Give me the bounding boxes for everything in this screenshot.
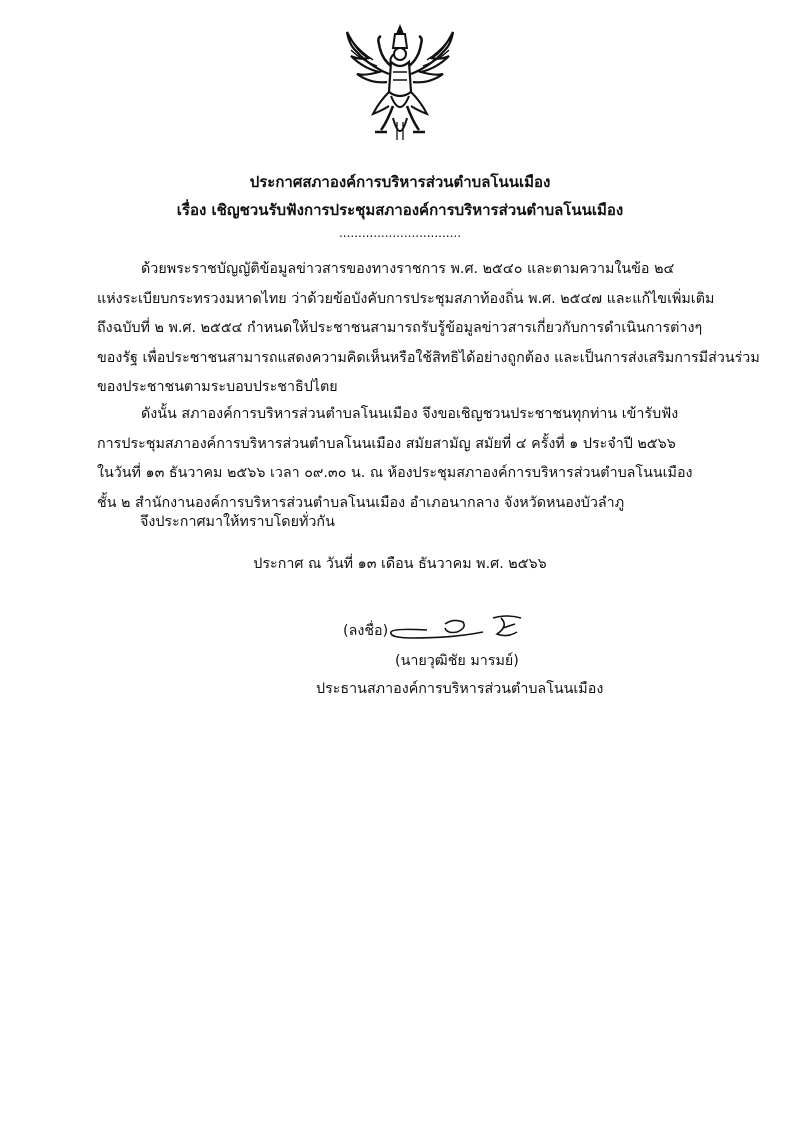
paragraph-legal-basis [97, 255, 760, 403]
announcement-date: ประกาศ ณ วันที่ ๑๓ เดือน ธันวาคม พ.ศ. ๒๕๖๖ [253, 556, 547, 572]
paragraph-line: ด้วยพระราชบัญญัติข้อมูลข่าวสารของทางราชการ พ.ศ. ๒๕๔๐ และตามความในข้อ ๒๔ [141, 261, 675, 277]
paragraph-line: การประชุมสภาองค์การบริหารส่วนตำบลโนนเมือง สมัยสามัญ สมัยที่ ๔ ครั้งที่ ๑ ประจำปี ๒๕๖๖ [97, 435, 676, 452]
paragraph-line: ดังนั้น สภาองค์การบริหารส่วนตำบลโนนเมือง จึงขอเชิญชวนประชาชนทุกท่าน เข้ารับฟัง [141, 406, 679, 422]
paragraph-line: ของรัฐ เพื่อประชาชนสามารถแสดงความคิดเห็นหรือใช้สิทธิได้อย่างถูกต้อง และเป็นการส่งเสริมการมีส่วนร่วม [97, 349, 760, 366]
handwritten-signature [383, 610, 533, 648]
signatory-name: (นายวุฒิชัย มารมย์) [395, 653, 519, 669]
paragraph-line: ชั้น ๒ สำนักงานองค์การบริหารส่วนตำบลโนนเมือง อำเภอนากลาง จังหวัดหนองบัวลำภู [97, 494, 625, 511]
paragraph-closing: จึงประกาศมาให้ทราบโดยทั่วกัน [140, 514, 335, 530]
signature-label: (ลงชื่อ) [343, 623, 389, 639]
paragraph-line: ถึงฉบับที่ ๒ พ.ศ. ๒๕๕๔ กำหนดให้ประชาชนสามารถรับรู้ข้อมูลข่าวสารเกี่ยวกับการดำเนินการต่างๆ [97, 320, 703, 336]
signatory-position: ประธานสภาองค์การบริหารส่วนตำบลโนนเมือง [316, 681, 604, 697]
garuda-emblem-icon [343, 22, 457, 148]
paragraph-line: ของประชาชนตามระบอบประชาธิปไตย [97, 379, 338, 395]
separator-dots: ................................ [338, 226, 462, 240]
announcement-subject: เรื่อง เชิญชวนรับฟังการประชุมสภาองค์การบริหารส่วนตำบลโนนเมือง [176, 201, 624, 219]
paragraph-line: แห่งระเบียบกระทรวงมหาดไทย ว่าด้วยข้อบังคับการประชุมสภาท้องถิ่น พ.ศ. ๒๕๔๗ และแก้ไขเพิ่มเติม [97, 290, 715, 307]
paragraph-invitation [97, 400, 704, 518]
paragraph-line: ในวันที่ ๑๓ ธันวาคม ๒๕๖๖ เวลา ๐๙.๓๐ น. ณ ห้องประชุมสภาองค์การบริหารส่วนตำบลโนนเมือง [97, 465, 693, 481]
announcement-title: ประกาศสภาองค์การบริหารส่วนตำบลโนนเมือง [249, 173, 551, 191]
